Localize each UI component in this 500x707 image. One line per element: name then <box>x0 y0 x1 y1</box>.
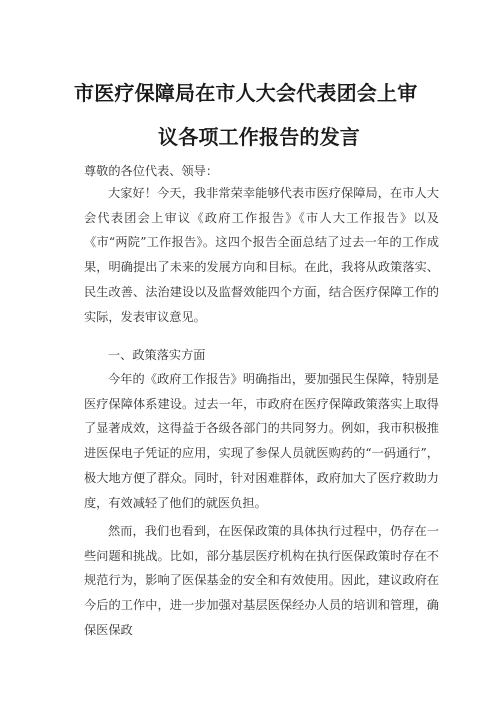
paragraph-intro: 大家好！今天，我非常荣幸能够代表市医疗保障局，在市人大会代表团会上审议《政府工作报告》《市人大工作报告》以及《市“两院”工作报告》。这四个报告全面总结了过去一年的工作成果，明确提出了未来的发展方向和目标。在此，我将从政策落实、民生改善、法治建设以及监督效能四个方面，结合医疗保障工作的实际，发表审议意见。 <box>84 186 439 324</box>
section-heading-policy: 一、政策落实方面 <box>108 348 206 362</box>
salutation: 尊敬的各位代表、领导： <box>84 164 219 178</box>
document-title-line-2: 议各项工作报告的发言 <box>158 125 360 149</box>
paragraph-policy-challenges: 然而，我们也看到，在医保政策的具体执行过程中，仍存在一些问题和挑战。比如，部分基层医疗机构在执行医保政策时存在不规范行为，影响了医保基金的安全和有效使用。因此，建议政府在今后的工作中，进一步加强对基层医保经办人员的培训和管理，确保医保政 <box>84 524 439 637</box>
paragraph-policy-achievements: 今年的《政府工作报告》明确指出，要加强民生保障，特别是医疗保障体系建设。过去一年，市政府在医疗保障政策落实上取得了显著成效，这得益于各级各部门的共同努力。例如，我市积极推进医保电子凭证的应用，实现了参保人员就医购药的“一码通行”，极大地方便了群众。同时，针对困难群体，政府加大了医疗救助力度，有效减轻了他们的就医负担。 <box>84 372 439 510</box>
document-title-line-1: 市医疗保障局在市人大会代表团会上审 <box>74 81 418 105</box>
